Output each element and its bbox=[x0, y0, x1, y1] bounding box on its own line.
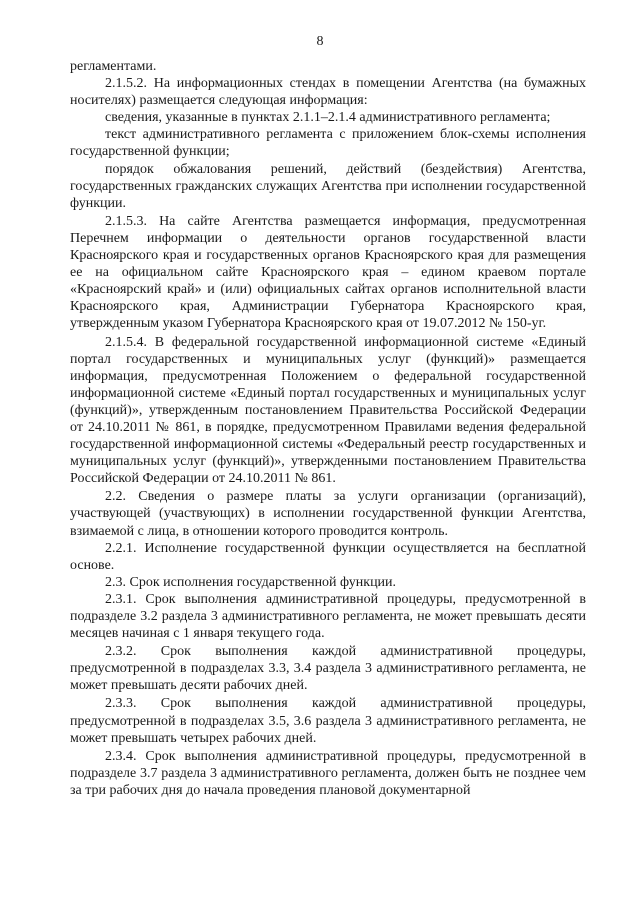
paragraph-2-3-2: 2.3.2. Срок выполнения каждой административной процедуры, предусмотренной в подразделах 3.3, 3.4 раздела 3 административного регламента, не может превышать десяти рабочих дней. bbox=[70, 644, 586, 694]
paragraph-2-3-3: 2.3.3. Срок выполнения каждой административной процедуры, предусмотренной в подразделах 3.5, 3.6 раздела 3 административного регламента, не может превышать четырех рабочих дней. bbox=[70, 696, 586, 746]
paragraph-2-2-1: 2.2.1. Исполнение государственной функции осуществляется на бесплатной основе. bbox=[70, 540, 586, 573]
paragraph-2-1-5-4: 2.1.5.4. В федеральной государственной информационной системе «Единый портал государственных и муниципальных услуг (функций)» размещается информация, предусмотренная Положением о федеральной государственной информационной системе «Единый портал государственных и муниципальных услуг (функций)», утвержденным постановлением Правительства Российской Федерации от 24.10.2011 № 861, в порядке, предусмотренном Правилами ведения федеральной государственной информационной системы «Федеральный реестр государственных и муниципальных услуг (функций)», утвержденными постановлением Правительства Российской Федерации от 24.10.2011 № 861. bbox=[70, 334, 586, 487]
paragraph-item-text: текст административного регламента с приложением блок-схемы исполнения государственной функции; bbox=[70, 127, 586, 160]
paragraph-2-1-5-2: 2.1.5.2. На информационных стендах в помещении Агентства (на бумажных носителях) размещается следующая информация: bbox=[70, 76, 586, 109]
paragraph-2-3-4: 2.3.4. Срок выполнения административной процедуры, предусмотренной в подразделе 3.7 раздела 3 административного регламента, должен быть не позднее чем за три рабочих дня до начала проведения плановой документарной bbox=[70, 748, 586, 798]
paragraph-item-info: сведения, указанные в пунктах 2.1.1–2.1.4 административного регламента; bbox=[105, 110, 551, 126]
page-number: 8 bbox=[316, 34, 324, 49]
paragraph-continuation: регламентами. bbox=[70, 59, 157, 74]
paragraph-2-3-1: 2.3.1. Срок выполнения административной процедуры, предусмотренной в подразделе 3.2 раздела 3 административного регламента, не может превышать десяти месяцев начиная с 1 января текущего года. bbox=[70, 591, 586, 642]
paragraph-2-3: 2.3. Срок исполнения государственной функции. bbox=[105, 574, 397, 590]
paragraph-2-2: 2.2. Сведения о размере платы за услуги организации (организаций), участвующей (участвующих) в исполнении государственной функции Агентства, взимаемой с лица, в отношении которого проводится контроль. bbox=[70, 489, 586, 539]
document-body bbox=[70, 58, 586, 799]
paragraph-item-appeal: порядок обжалования решений, действий (бездействия) Агентства, государственных гражданских служащих Агентства при исполнении государственной функции. bbox=[70, 161, 586, 211]
paragraph-2-1-5-3: 2.1.5.3. На сайте Агентства размещается информация, предусмотренная Перечнем информации о деятельности органов государственной власти Красноярского края и государственных органов Красноярского края для размещения ее на официальном сайте Красноярского края – едином краевом портале «Красноярский край» и (или) официальных сайтах органов исполнительной власти Красноярского края, Администрации Губернатора Красноярского края, утвержденным указом Губернатора Красноярского края от 19.07.2012 № 150-уг. bbox=[70, 213, 586, 332]
